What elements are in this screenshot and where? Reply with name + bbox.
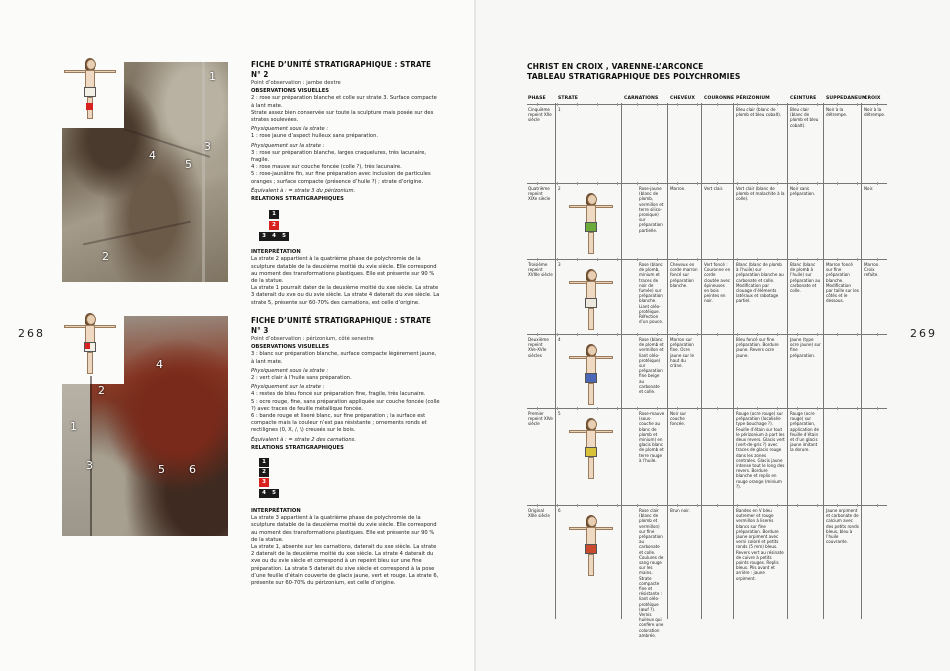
table-cell-croix: Noir à la détrempe. bbox=[864, 107, 886, 118]
table-cell-croix: Noir. bbox=[864, 186, 874, 191]
grid-tick bbox=[857, 182, 858, 185]
grid-tick bbox=[817, 103, 818, 106]
grid-tick bbox=[617, 103, 618, 106]
grid-tick bbox=[717, 407, 718, 410]
grid-tick bbox=[677, 407, 678, 410]
section-subheading: Physiquement sous la strate : bbox=[251, 126, 329, 133]
table-cell-carnations: Rose-mauve (sous-couche au blanc de plomb et minium) en glacis blanc de plomb et terre rouge à l’huile. bbox=[639, 411, 665, 463]
grid-tick bbox=[837, 333, 838, 336]
grid-tick bbox=[797, 333, 798, 336]
grid-tick bbox=[637, 504, 638, 507]
table-cell-phase: Cinquième repeint XXe siècle bbox=[528, 107, 552, 123]
section-heading: INTERPRÉTATION bbox=[251, 249, 301, 256]
interp-line: La strate 3 appartient à la quatrième phase de polychromie de la sculpture datable de la deuxième moitié du xvie siècle. Elle correspond au moment des transformations plastiques. Elle est présente sur 90 % de la statue. bbox=[251, 515, 437, 543]
table-cell-croix: Marron. Croix refaite. bbox=[864, 262, 880, 278]
grid-tick bbox=[617, 333, 618, 336]
table-title bbox=[527, 62, 740, 82]
stratigraphic-diagram bbox=[259, 207, 441, 243]
grid-tick bbox=[557, 407, 558, 410]
column-header: CARNATIONS bbox=[624, 96, 659, 101]
table-cell-perizonium: Rouge (ocre rouge) sur préparation (localisée type bouchage ?). Feuille d’étain sur tout le périzonium à part les deux revers. Glacis vert (vert-de-gris ?) avec traces de glacis rouge dans les zones centrales. Glacis jaune intense tout le long des revers. Bordure blanche et replis en rouge orange (minium ?). bbox=[736, 411, 785, 489]
grid-tick bbox=[877, 182, 878, 185]
column-divider bbox=[823, 103, 824, 619]
below-line: 5 : ocre rouge, fine, sans préparation appliquée sur couche foncée (colle ?) avec traces de feuille métallique foncée. bbox=[251, 398, 440, 412]
grid-tick bbox=[697, 258, 698, 261]
grid-tick bbox=[597, 504, 598, 507]
column-divider bbox=[733, 103, 734, 619]
grid-tick bbox=[757, 407, 758, 410]
section-heading: OBSERVATIONS VISUELLES bbox=[251, 344, 330, 351]
grid-tick bbox=[677, 333, 678, 336]
table-cell-perizonium: Bandes en V bleu outremer et rouge vermillon à liserés blancs sur fine préparation. Bordure jaune orpiment avec verni coloré et petits ronds (5 mm) bleus. Revers vert au résinate de cuivre à petits points rouges. Replis bleus. Plis avant et arrière : jaune orpiment. bbox=[736, 508, 784, 581]
grid-tick bbox=[537, 504, 538, 507]
column-header: PÉRIZONIUM bbox=[736, 96, 770, 101]
grid-tick bbox=[677, 182, 678, 185]
grid-tick bbox=[777, 103, 778, 106]
photo-label: 6 bbox=[189, 463, 196, 476]
table-cell-ceinture: Rouge (ocre rouge) sur préparation, application de feuille d’étain et d’un glacis jaune imitant la dorure. bbox=[790, 411, 820, 453]
table-cell-phase: Premier repeint XIVe siècle bbox=[528, 411, 553, 427]
table-cell-cheveux: Cheveux en corde marron foncé sur préparation blanche. bbox=[670, 262, 698, 288]
grid-tick bbox=[597, 258, 598, 261]
grid-tick bbox=[797, 504, 798, 507]
table-cell-strate: 1 bbox=[558, 107, 561, 112]
grid-tick bbox=[817, 258, 818, 261]
obs-line: 3 : blanc sur préparation blanche, surface compacte légèrement jaune, à lant mate. bbox=[251, 351, 437, 365]
grid-tick bbox=[617, 407, 618, 410]
table-cell-carnations: Rose (blanc de plomb et vermillon et liant oléo-protéique) sur préparation fine beige au carbonate et colle. bbox=[639, 337, 664, 395]
grid-tick bbox=[797, 258, 798, 261]
obs-line: Strate assez bien conservée sur toute la sculpture mais posée sur des strates soulevées. bbox=[251, 109, 434, 124]
interp-line: La strate 2 appartient à la quatrième phase de polychromie de la sculpture datable de la deuxième moitié du xvie siècle. Elle correspond au moment des transformations plastiques. Elle est présente sur 90 % de la statue. bbox=[251, 256, 437, 285]
grid-tick bbox=[657, 407, 658, 410]
grid-tick bbox=[797, 103, 798, 106]
grid-tick bbox=[737, 103, 738, 106]
column-header: COURONNE bbox=[704, 96, 735, 101]
grid-tick bbox=[657, 182, 658, 185]
grid-tick bbox=[597, 103, 598, 106]
grid-tick bbox=[737, 258, 738, 261]
grid-tick bbox=[577, 504, 578, 507]
row-divider bbox=[527, 334, 887, 335]
grid-tick bbox=[877, 407, 878, 410]
table-cell-ceinture: Noir sans préparation. bbox=[790, 186, 816, 197]
grid-tick bbox=[557, 333, 558, 336]
strate-box: 4 bbox=[259, 489, 269, 498]
fiche-strate-3 bbox=[251, 316, 441, 587]
section-subheading: Physiquement sur la strate : bbox=[251, 142, 325, 149]
grid-tick bbox=[677, 504, 678, 507]
table-cell-suppedaneum: Marron foncé sur fine préparation blanche. Modification par taille sur les côtés et le dessous. bbox=[826, 262, 859, 304]
grid-tick bbox=[637, 407, 638, 410]
interp-line: La strate 1, absente sur les carnations, daterait du xxe siècle. La strate 2 daterait de la deuxième moitié du xxe siècle. La strate 4 daterait du xve ou du xvie siècle et correspond à un repeint bleu sur une fine préparation. La strate 5 daterait du xive siècle et correspond à la pose d’une feuille d’étain couverte de glacis jaune, vert et rouge. La strate 6, présente sur 60-70% du périzonium, est celle d’origine. bbox=[251, 544, 439, 587]
stratigraphic-table bbox=[527, 96, 887, 638]
grid-tick bbox=[577, 182, 578, 185]
grid-tick bbox=[677, 103, 678, 106]
column-header: CEINTURE bbox=[790, 96, 817, 101]
column-header: STRATE bbox=[558, 96, 579, 101]
grid-tick bbox=[537, 407, 538, 410]
column-header: SUPPEDANEUM bbox=[826, 96, 867, 101]
photo-label: 5 bbox=[158, 463, 165, 476]
column-divider bbox=[787, 103, 788, 619]
grid-tick bbox=[737, 182, 738, 185]
grid-tick bbox=[857, 407, 858, 410]
grid-tick bbox=[817, 407, 818, 410]
christ-figure-illustration bbox=[569, 516, 613, 578]
christ-figure-illustration bbox=[569, 270, 613, 332]
grid-tick bbox=[757, 333, 758, 336]
photo-label: 3 bbox=[86, 459, 93, 472]
table-cell-ceinture: Bleu clair (blanc de plomb et bleu cobalt). bbox=[790, 107, 819, 128]
grid-tick bbox=[697, 407, 698, 410]
above-line: 1 : rose jaune d’aspect huileux sans préparation. bbox=[251, 133, 379, 140]
column-divider bbox=[861, 103, 862, 619]
photo-label: 3 bbox=[204, 140, 211, 153]
strate-box: 3 bbox=[259, 478, 269, 487]
photo-label: 4 bbox=[156, 358, 163, 371]
grid-tick bbox=[857, 333, 858, 336]
table-cell-cheveux: Brun noir. bbox=[670, 508, 690, 513]
section-subheading: Physiquement sur la strate : bbox=[251, 384, 325, 391]
below-line: 4 : rose mauve sur couche foncée (colle ?), très lacunaire. bbox=[251, 164, 402, 171]
grid-tick bbox=[777, 258, 778, 261]
below-line: 5 : rose-jaunâtre fin, sur fine préparation avec inclusion de particules oranges ; surface compacte (présence d’huile ?) ; strate d’origine. bbox=[251, 171, 431, 185]
table-cell-phase: Troisième repeint XVIIIe siècle bbox=[528, 262, 553, 278]
grid-tick bbox=[657, 103, 658, 106]
christ-figure-thumbnail bbox=[64, 314, 116, 378]
grid-tick bbox=[757, 103, 758, 106]
grid-tick bbox=[837, 258, 838, 261]
left-page bbox=[0, 0, 474, 671]
observation-point: Point d’observation : jambe dextre bbox=[251, 80, 341, 86]
grid-tick bbox=[757, 504, 758, 507]
grid-tick bbox=[777, 182, 778, 185]
grid-tick bbox=[817, 333, 818, 336]
equivalent-note: Équivalent à : = strate 3 du périzonium. bbox=[251, 187, 356, 194]
photo-label: 1 bbox=[209, 70, 216, 83]
grid-tick bbox=[537, 103, 538, 106]
grid-tick bbox=[617, 182, 618, 185]
table-cell-carnations: Rose clair (blanc de plomb et vermillon) sur fine préparation au carbonate et colle. Coulures de sang rouge sur les mains. Strate compacte fine et résistante : liant oléo-protéique (œuf ?). Vernis huileux qui confère une coloration ambrée. bbox=[639, 508, 664, 638]
grid-tick bbox=[797, 182, 798, 185]
table-cell-strate: 2 bbox=[558, 186, 561, 191]
grid-tick bbox=[877, 258, 878, 261]
grid-tick bbox=[817, 182, 818, 185]
grid-tick bbox=[557, 182, 558, 185]
grid-tick bbox=[757, 182, 758, 185]
strate-box: 1 bbox=[269, 210, 279, 219]
grid-tick bbox=[577, 258, 578, 261]
photo-label: 2 bbox=[98, 384, 105, 397]
row-divider bbox=[527, 104, 887, 105]
section-subheading: Physiquement sous la strate : bbox=[251, 367, 329, 374]
grid-tick bbox=[877, 333, 878, 336]
grid-tick bbox=[737, 407, 738, 410]
interp-line: La strate 1 pourrait dater de la deuxième moitié du xxe siècle. La strate 3 daterait du xve ou du xvie siècle. La strate 4 daterait du xve siècle. La strate 5, présente sur 60-70% des carnations, est celle d’origine. bbox=[251, 285, 440, 306]
table-cell-ceinture: Jaune (type ocre jaune) sur fine préparation. bbox=[790, 337, 821, 358]
grid-tick bbox=[537, 182, 538, 185]
grid-tick bbox=[557, 258, 558, 261]
grid-tick bbox=[837, 103, 838, 106]
table-cell-cheveux: Marron. bbox=[670, 186, 686, 191]
grid-tick bbox=[857, 504, 858, 507]
grid-tick bbox=[697, 182, 698, 185]
table-cell-cheveux: Noir sur couche foncée. bbox=[670, 411, 687, 427]
grid-tick bbox=[597, 333, 598, 336]
grid-tick bbox=[717, 333, 718, 336]
grid-tick bbox=[837, 182, 838, 185]
grid-tick bbox=[717, 103, 718, 106]
grid-tick bbox=[817, 504, 818, 507]
grid-tick bbox=[737, 333, 738, 336]
grid-tick bbox=[717, 258, 718, 261]
table-cell-couronne: Vert foncé : Couronne en corde cloutée avec épineuses en bois peintes en noir. bbox=[704, 262, 731, 304]
grid-tick bbox=[677, 258, 678, 261]
table-cell-phase: Original XIIIe siècle bbox=[528, 508, 550, 519]
column-divider bbox=[701, 103, 702, 619]
grid-tick bbox=[797, 407, 798, 410]
grid-tick bbox=[857, 103, 858, 106]
strate-box: 5 bbox=[269, 489, 279, 498]
strate-box: 2 bbox=[259, 468, 269, 477]
below-line: 3 : rose sur préparation blanche, larges craquelures, très lacunaire, fragile. bbox=[251, 149, 427, 164]
grid-tick bbox=[697, 504, 698, 507]
christ-figure-illustration bbox=[569, 345, 613, 407]
table-cell-couronne: Vert clair. bbox=[704, 186, 724, 191]
grid-tick bbox=[577, 333, 578, 336]
table-cell-perizonium: Bleu foncé sur fine préparation. Bordure jaune. Revers ocre jaune. bbox=[736, 337, 779, 358]
table-cell-perizonium: Vert clair (blanc de plomb et malachite à la colle). bbox=[736, 186, 785, 202]
grid-tick bbox=[877, 103, 878, 106]
grid-tick bbox=[537, 258, 538, 261]
page-number-right: 269 bbox=[910, 327, 937, 340]
column-divider bbox=[555, 103, 556, 619]
section-heading: INTERPRÉTATION bbox=[251, 508, 301, 515]
grid-tick bbox=[697, 103, 698, 106]
grid-tick bbox=[637, 103, 638, 106]
table-cell-carnations: Rose-jaune (blanc de plomb, vermillon et terre silico-pronique) sur préparation partielle. bbox=[639, 186, 664, 233]
strate-box: 1 bbox=[259, 458, 269, 467]
photo-label: 4 bbox=[149, 149, 156, 162]
obs-line: 2 : rose sur préparation blanche et colle sur strate 3. Surface compacte à lant mate. bbox=[251, 95, 437, 109]
column-divider bbox=[621, 103, 622, 619]
grid-tick bbox=[777, 407, 778, 410]
section-heading: OBSERVATIONS VISUELLES bbox=[251, 88, 330, 95]
table-cell-suppedaneum: Jaune orpiment et carbonate de calcium avec des petits ronds bleus, bleu à l’huile couvrante. bbox=[826, 508, 859, 545]
table-cell-phase: Quatrième repeint XIXe siècle bbox=[528, 186, 551, 202]
grid-tick bbox=[777, 333, 778, 336]
page-number-left: 268 bbox=[18, 327, 45, 340]
table-cell-suppedaneum: Noir à la détrempe. bbox=[826, 107, 848, 118]
grid-tick bbox=[637, 258, 638, 261]
grid-tick bbox=[657, 504, 658, 507]
observation-point: Point d’observation : périzonium, côté senestre bbox=[251, 336, 374, 342]
grid-tick bbox=[597, 407, 598, 410]
row-divider bbox=[527, 259, 887, 260]
table-cell-cheveux: Marron sur préparation fine. Ocre jaune sur le haut du crâne. bbox=[670, 337, 695, 369]
grid-tick bbox=[837, 504, 838, 507]
fiche-strate-2 bbox=[251, 60, 441, 307]
strate-box: 2 bbox=[269, 221, 279, 230]
grid-tick bbox=[637, 182, 638, 185]
strate-box: 5 bbox=[279, 232, 289, 241]
table-title-line: CHRIST EN CROIX , VARENNE-L’ARCONCE bbox=[527, 62, 704, 71]
christ-figure-illustration bbox=[569, 419, 613, 481]
grid-tick bbox=[717, 504, 718, 507]
grid-tick bbox=[757, 258, 758, 261]
grid-tick bbox=[837, 407, 838, 410]
grid-tick bbox=[637, 333, 638, 336]
table-cell-phase: Deuxième repeint XVe-XVIe siècles bbox=[528, 337, 549, 358]
table-cell-strate: 5 bbox=[558, 411, 561, 416]
grid-tick bbox=[577, 407, 578, 410]
strate-box: 4 bbox=[269, 232, 279, 241]
photo-label: 5 bbox=[185, 158, 192, 171]
grid-tick bbox=[557, 103, 558, 106]
grid-tick bbox=[577, 103, 578, 106]
below-line: 4 : restes de bleu foncé sur préparation fine, fragile, très lacunaire. bbox=[251, 391, 426, 398]
grid-tick bbox=[657, 333, 658, 336]
row-divider bbox=[527, 183, 887, 184]
above-line: 2 : vert clair à l’huile sans préparation. bbox=[251, 375, 352, 382]
photo-label: 1 bbox=[70, 420, 77, 433]
section-heading: RELATIONS STRATIGRAPHIQUES bbox=[251, 196, 344, 203]
grid-tick bbox=[877, 504, 878, 507]
grid-tick bbox=[857, 258, 858, 261]
christ-figure-illustration bbox=[569, 194, 613, 256]
strate-box: 3 bbox=[259, 232, 269, 241]
column-header: CHEVEUX bbox=[670, 96, 696, 101]
grid-tick bbox=[657, 258, 658, 261]
grid-tick bbox=[537, 333, 538, 336]
below-line: 6 : bande rouge et liseré blanc, sur fine préparation ; la surface est compacte mais la couleur n’est pas résistante ; ornements ronds et rectilignes (0, X, /, \) creusés sur le bois. bbox=[251, 413, 427, 434]
column-header: CROIX bbox=[864, 96, 881, 101]
table-title-line: TABLEAU STRATIGRAPHIQUE DES POLYCHROMIES bbox=[527, 72, 741, 81]
grid-tick bbox=[737, 504, 738, 507]
table-cell-carnations: Rose (blanc de plomb, minium et traces de noir de fumée) sur préparation blanche. Liant oléo-protéique. Réfection d’un pouce. bbox=[639, 262, 664, 325]
column-header: PHASE bbox=[528, 96, 546, 101]
grid-tick bbox=[717, 182, 718, 185]
equivalent-note: Équivalent à : = strate 2 des carnations. bbox=[251, 436, 356, 443]
grid-tick bbox=[557, 504, 558, 507]
column-divider bbox=[667, 103, 668, 619]
photo-label: 2 bbox=[102, 250, 109, 263]
fiche-title: FICHE D’UNITÉ STRATIGRAPHIQUE : STRATE N° 3 bbox=[251, 316, 432, 335]
stratigraphic-diagram bbox=[259, 456, 441, 502]
row-divider bbox=[527, 505, 887, 506]
table-cell-ceinture: Blanc (blanc de plomb à l’huile) sur préparation au carbonate et colle. bbox=[790, 262, 821, 294]
christ-figure-thumbnail bbox=[64, 59, 116, 123]
fiche-title: FICHE D’UNITÉ STRATIGRAPHIQUE : STRATE N° 2 bbox=[251, 60, 432, 79]
table-cell-perizonium: Blanc (blanc de plomb à l’huile) sur préparation blanche au carbonate et colle. Modification par clouage d’éléments latéraux et rabotage partiel. bbox=[736, 262, 784, 304]
grid-tick bbox=[597, 182, 598, 185]
grid-tick bbox=[617, 258, 618, 261]
table-cell-strate: 6 bbox=[558, 508, 561, 513]
grid-tick bbox=[617, 504, 618, 507]
table-cell-strate: 3 bbox=[558, 262, 561, 267]
table-cell-perizonium: Bleu clair (blanc de plomb et bleu cobalt). bbox=[736, 107, 782, 118]
grid-tick bbox=[777, 504, 778, 507]
section-heading: RELATIONS STRATIGRAPHIQUES bbox=[251, 444, 344, 451]
row-divider bbox=[527, 408, 887, 409]
table-cell-strate: 4 bbox=[558, 337, 561, 342]
grid-tick bbox=[697, 333, 698, 336]
